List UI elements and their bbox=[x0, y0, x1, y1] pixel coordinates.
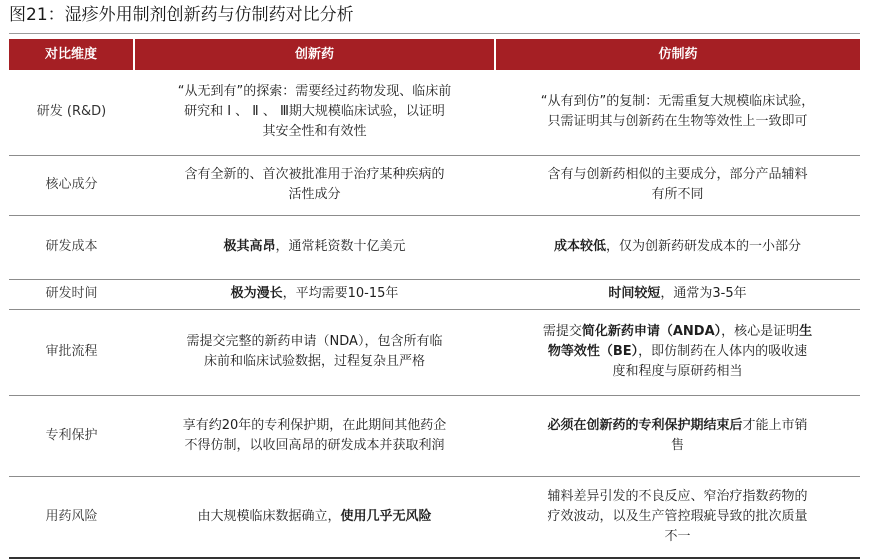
emphasis-text: 使用几乎无风险 bbox=[340, 508, 432, 524]
cell-text: ，仅为创新药研发成本的一小部分 bbox=[606, 239, 802, 254]
table-row bbox=[9, 395, 860, 476]
generic-cell bbox=[495, 155, 860, 215]
cell-line bbox=[505, 416, 850, 436]
cell-text: ，平均需要10-15年 bbox=[282, 286, 399, 301]
generic-cell bbox=[495, 279, 860, 309]
table-header-row bbox=[9, 39, 860, 70]
row-dimension: 研发 (R&D) bbox=[9, 70, 134, 155]
cell-line bbox=[505, 322, 850, 342]
cell-line bbox=[505, 342, 850, 362]
cell-line: 疗效波动，以及生产管控瑕疵导致的批次质量 bbox=[547, 508, 808, 524]
title-divider bbox=[9, 33, 860, 34]
cell-line: 售 bbox=[670, 437, 684, 453]
row-dimension: 核心成分 bbox=[9, 155, 134, 215]
cell-line: 辅料差异引发的不良反应、窄治疗指数药物的 bbox=[547, 488, 808, 504]
cell-line: “从有到仿”的复制：无需重复大规模临床试验， bbox=[540, 94, 815, 110]
cell-line: “从无到有”的探索：需要经过药物发现、临床前 bbox=[177, 84, 452, 100]
row-dimension: 研发时间 bbox=[9, 279, 134, 309]
cell-text: 才能上市销 bbox=[742, 417, 808, 433]
table-row bbox=[9, 476, 860, 558]
innovative-cell bbox=[134, 279, 495, 309]
generic-cell bbox=[495, 309, 860, 395]
cell-line: 只需证明其与创新药在生物等效性上一致即可 bbox=[547, 114, 808, 130]
row-dimension: 审批流程 bbox=[9, 309, 134, 395]
cell-line: 含有与创新药相似的主要成分，部分产品辅料 bbox=[547, 167, 808, 182]
header-generic: 仿制药 bbox=[495, 39, 860, 70]
cell-line: 含有全新的、首次被批准用于治疗某种疾病的 bbox=[184, 167, 445, 182]
emphasis-text: 简化新药申请（ANDA） bbox=[581, 324, 722, 339]
header-innovative: 创新药 bbox=[134, 39, 495, 70]
cell-line: 床前和临床试验数据，过程复杂且严格 bbox=[203, 354, 425, 369]
emphasis-text: 生 bbox=[799, 324, 813, 339]
cell-line: 不得仿制，以收回高昂的研发成本并获取利润 bbox=[184, 437, 445, 453]
generic-cell bbox=[495, 395, 860, 476]
row-dimension: 用药风险 bbox=[9, 476, 134, 558]
table-row bbox=[9, 215, 860, 279]
cell-text: 需提交 bbox=[542, 324, 582, 339]
cell-line: 度和程度与原研药相当 bbox=[612, 364, 743, 379]
innovative-cell bbox=[134, 309, 495, 395]
cell-text: ，核心是证明 bbox=[721, 324, 800, 339]
cell-line: 活性成分 bbox=[288, 187, 341, 202]
cell-line: 有所不同 bbox=[651, 187, 704, 202]
innovative-cell bbox=[134, 70, 495, 155]
emphasis-text: 时间较短 bbox=[608, 286, 661, 301]
emphasis-text: 必须在创新药的专利保护期结束后 bbox=[547, 417, 743, 433]
innovative-cell bbox=[134, 215, 495, 279]
innovative-cell bbox=[134, 476, 495, 558]
generic-cell bbox=[495, 215, 860, 279]
emphasis-text: 物等效性（BE） bbox=[547, 344, 639, 359]
table-row bbox=[9, 70, 860, 155]
cell-line: 需提交完整的新药申请（NDA），包含所有临 bbox=[186, 334, 443, 349]
emphasis-text: 极其高昂 bbox=[223, 239, 276, 254]
innovative-cell bbox=[134, 395, 495, 476]
cell-text: ，通常为3-5年 bbox=[660, 286, 747, 301]
row-dimension: 专利保护 bbox=[9, 395, 134, 476]
table-row bbox=[9, 279, 860, 309]
figure-title: 图21：湿疹外用制剂创新药与仿制药对比分析 bbox=[9, 5, 354, 25]
innovative-cell bbox=[134, 155, 495, 215]
cell-line: 研究和 Ⅰ 、 Ⅱ 、 Ⅲ期大规模临床试验，以证明 bbox=[184, 104, 445, 120]
cell-text: 由大规模临床数据确立， bbox=[197, 508, 341, 524]
table-row bbox=[9, 155, 860, 215]
cell-text: ，通常耗资数十亿美元 bbox=[275, 239, 406, 254]
cell-line: 不一 bbox=[664, 528, 691, 544]
emphasis-text: 极为漫长 bbox=[230, 286, 283, 301]
cell-line: 享有约20年的专利保护期，在此期间其他药企 bbox=[182, 417, 447, 433]
comparison-table bbox=[9, 39, 860, 559]
table-row bbox=[9, 309, 860, 395]
cell-text: ，即仿制药在人体内的吸收速 bbox=[638, 344, 808, 359]
cell-line: 其安全性和有效性 bbox=[262, 124, 367, 140]
header-dimension: 对比维度 bbox=[9, 39, 134, 70]
emphasis-text: 成本较低 bbox=[553, 239, 606, 254]
row-dimension: 研发成本 bbox=[9, 215, 134, 279]
generic-cell bbox=[495, 476, 860, 558]
generic-cell bbox=[495, 70, 860, 155]
